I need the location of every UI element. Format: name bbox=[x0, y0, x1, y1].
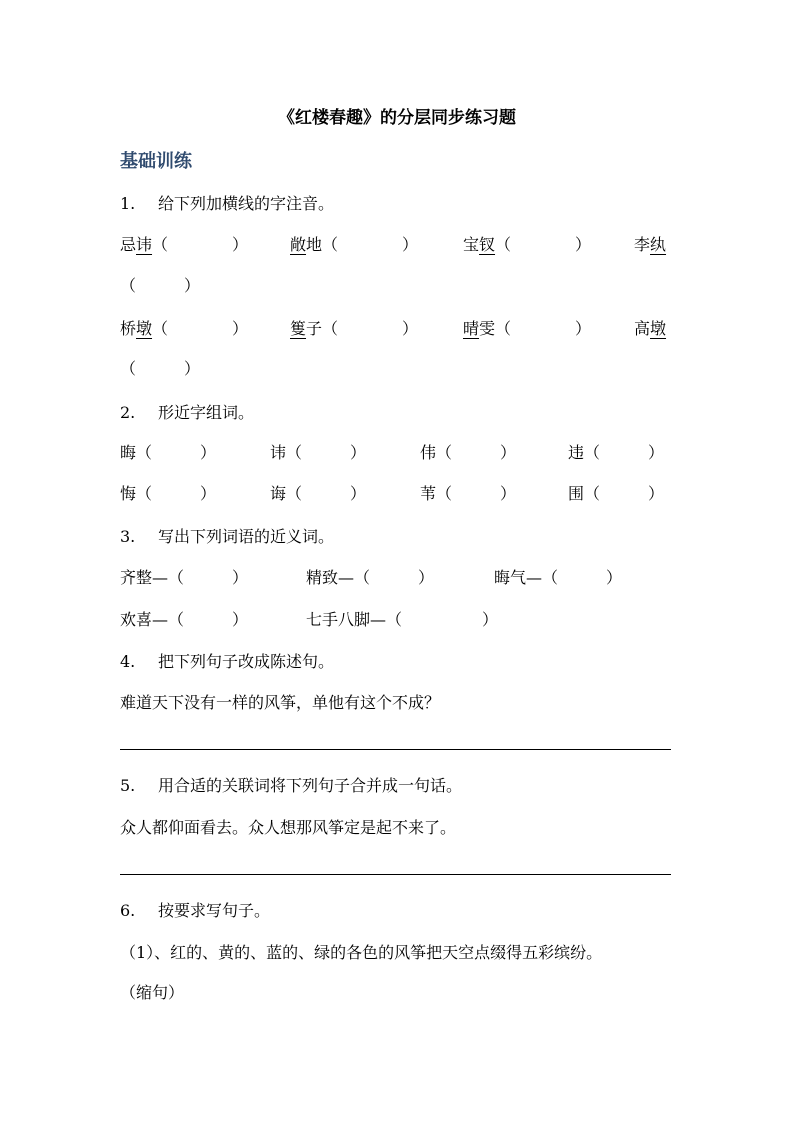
word-item[interactable]: 诲（ ） bbox=[270, 484, 367, 503]
phonetic-item: 忌讳（ ） bbox=[120, 235, 249, 254]
source-sentence: 难道天下没有一样的风筝，单他有这个不成？ bbox=[120, 693, 441, 712]
question-text: 写出下列词语的近义词。 bbox=[158, 527, 335, 546]
question-text: 形近字组词。 bbox=[158, 403, 255, 422]
word-item[interactable]: 围（ ） bbox=[568, 484, 665, 503]
underlined-char: 晴 bbox=[463, 319, 480, 338]
question-number: 5. bbox=[120, 776, 136, 795]
answer-blank[interactable]: （ ） bbox=[152, 319, 249, 338]
synonym-item[interactable]: 七手八脚—（ ） bbox=[306, 610, 499, 629]
section-heading: 基础训练 bbox=[120, 151, 192, 172]
question-text: 按要求写句子。 bbox=[158, 901, 271, 920]
underlined-char: 敞 bbox=[290, 235, 307, 254]
word-item[interactable]: 悔（ ） bbox=[120, 484, 217, 503]
question-number: 2. bbox=[120, 403, 136, 422]
underlined-char: 纨 bbox=[650, 235, 667, 254]
source-sentence: 众人都仰面看去。众人想那风筝定是起不来了。 bbox=[120, 818, 457, 837]
question-4 bbox=[120, 649, 334, 672]
page-title: 《红楼春趣》的分层同步练习题 bbox=[278, 108, 516, 128]
question-number: 1. bbox=[120, 194, 136, 213]
word-item[interactable]: 伟（ ） bbox=[420, 443, 517, 462]
underlined-char: 墩 bbox=[136, 319, 153, 338]
answer-blank[interactable]: （ ） bbox=[152, 235, 249, 254]
question-number: 3. bbox=[120, 527, 136, 546]
word-item[interactable]: 违（ ） bbox=[568, 443, 665, 462]
answer-blank[interactable]: （ ） bbox=[322, 235, 419, 254]
answer-blank[interactable]: （ ） bbox=[120, 359, 201, 378]
synonym-item[interactable]: 精致—（ ） bbox=[306, 568, 435, 587]
phonetic-item: 李纨 bbox=[634, 235, 667, 254]
question-2 bbox=[120, 400, 254, 423]
phonetic-item: 晴雯（ ） bbox=[463, 319, 592, 338]
question-3 bbox=[120, 524, 334, 547]
answer-blank[interactable]: （ ） bbox=[495, 235, 592, 254]
phonetic-item: 桥墩（ ） bbox=[120, 319, 249, 338]
question-text: 给下列加横线的字注音。 bbox=[158, 194, 335, 213]
question-number: 4. bbox=[120, 652, 136, 671]
question-5 bbox=[120, 773, 462, 796]
synonym-item[interactable]: 晦气—（ ） bbox=[494, 568, 623, 587]
phonetic-item: 宝钗（ ） bbox=[463, 235, 592, 254]
question-text: 用合适的关联词将下列句子合并成一句话。 bbox=[158, 776, 463, 795]
answer-blank[interactable]: （ ） bbox=[495, 319, 592, 338]
word-item[interactable]: 苇（ ） bbox=[420, 484, 517, 503]
question-text: 把下列句子改成陈述句。 bbox=[158, 652, 335, 671]
sub-question-requirement: （缩句） bbox=[120, 983, 185, 1002]
word-item[interactable]: 讳（ ） bbox=[270, 443, 367, 462]
underlined-char: 篗 bbox=[290, 319, 307, 338]
underlined-char: 钗 bbox=[479, 235, 496, 254]
question-number: 6. bbox=[120, 901, 136, 920]
answer-line[interactable] bbox=[120, 874, 671, 875]
phonetic-item: 篗子（ ） bbox=[290, 319, 419, 338]
phonetic-item: 高墩 bbox=[634, 319, 667, 338]
question-1 bbox=[120, 191, 334, 214]
underlined-char: 讳 bbox=[136, 235, 153, 254]
word-item[interactable]: 晦（ ） bbox=[120, 443, 217, 462]
answer-blank[interactable]: （ ） bbox=[322, 319, 419, 338]
underlined-char: 墩 bbox=[650, 319, 667, 338]
synonym-item[interactable]: 欢喜—（ ） bbox=[120, 610, 249, 629]
answer-line[interactable] bbox=[120, 749, 671, 750]
synonym-item[interactable]: 齐整—（ ） bbox=[120, 568, 249, 587]
phonetic-item: 敞地（ ） bbox=[290, 235, 419, 254]
question-6 bbox=[120, 898, 270, 921]
answer-blank[interactable]: （ ） bbox=[120, 276, 201, 295]
sub-question-1: （1）、红的、黄的、蓝的、绿的各色的风筝把天空点缀得五彩缤纷。 bbox=[120, 943, 603, 962]
